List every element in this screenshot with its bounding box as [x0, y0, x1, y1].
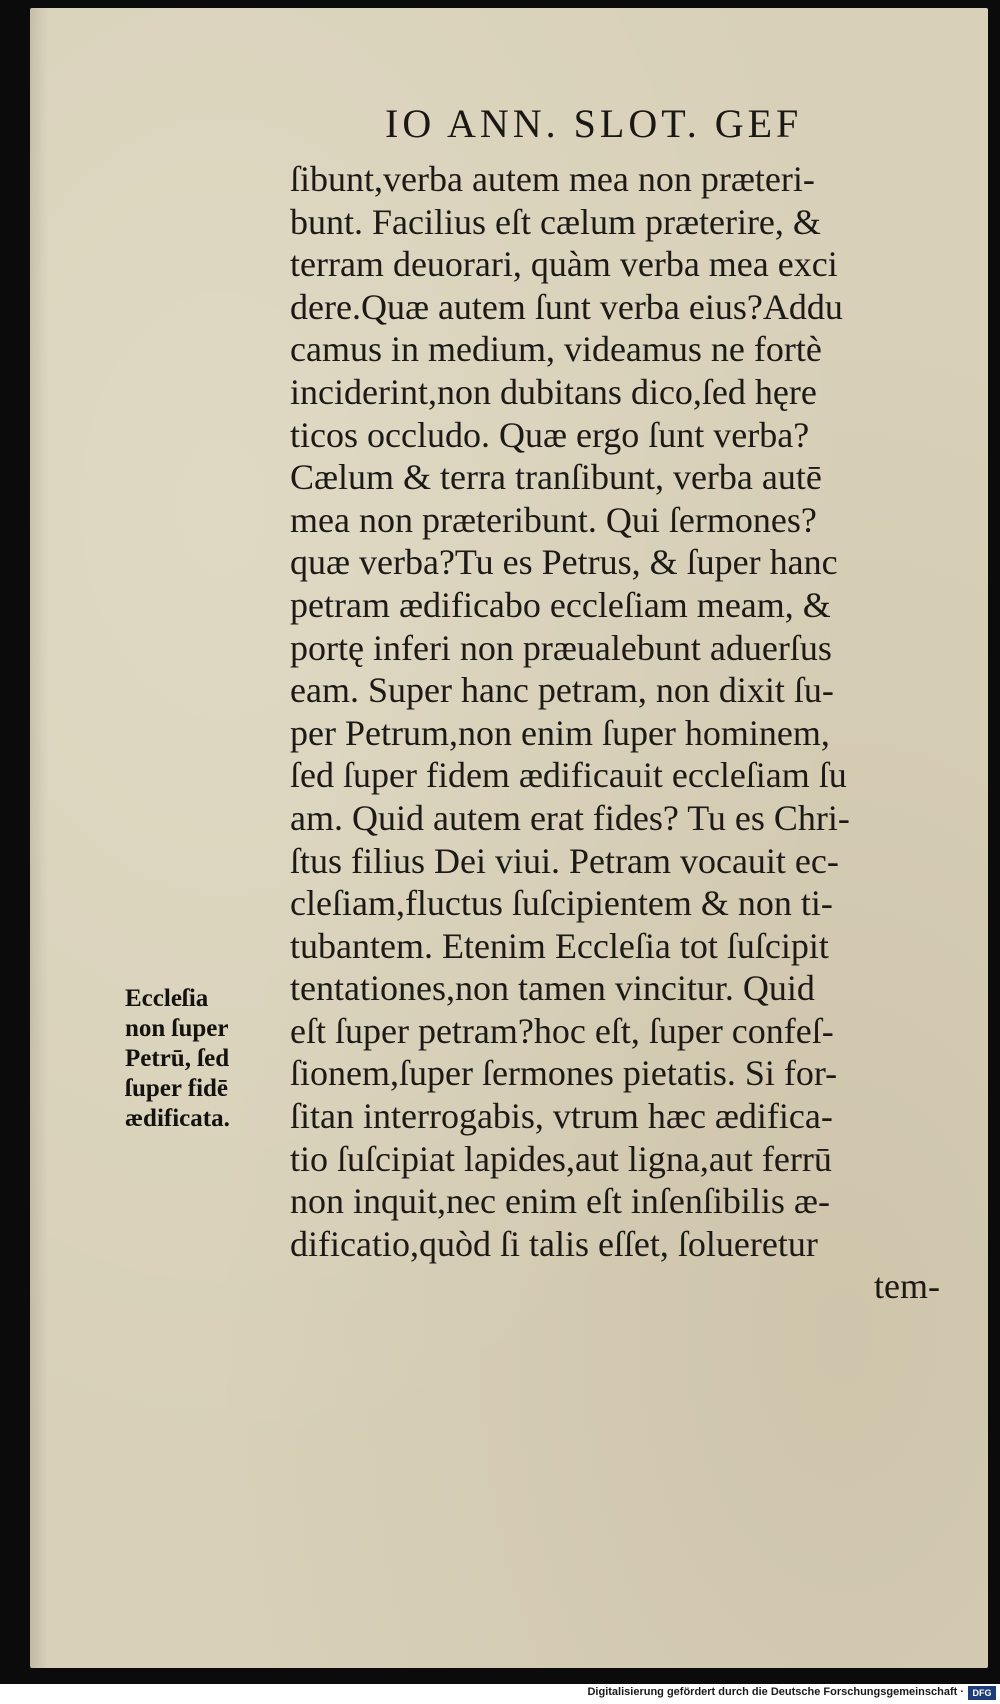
text-line: mea non præteribunt. Qui ſermones? [290, 499, 817, 540]
catchword: tem- [874, 1266, 940, 1307]
main-text-block [290, 158, 950, 1308]
marginal-note-line: non ſuper [125, 1015, 229, 1042]
text-line: Cælum & terra tranſibunt, verba autē [290, 457, 822, 498]
text-line: ſtus filius Dei viui. Petram vocauit ec- [290, 840, 839, 881]
text-line: cleſiam,fluctus ſuſcipientem & non ti- [290, 883, 833, 924]
marginal-note-line: Eccleſia [125, 985, 209, 1012]
running-header: IO ANN. SLOT. GEF [385, 101, 803, 146]
text-line: camus in medium, videamus ne fortè [290, 329, 822, 370]
text-line: bunt. Facilius eſt cælum præterire, & [290, 201, 821, 242]
text-line: petram ædificabo eccleſiam meam, & [290, 584, 831, 625]
text-line: eſt ſuper petram?hoc eſt, ſuper confeſ- [290, 1010, 834, 1051]
marginal-note-line: ædificata. [125, 1105, 230, 1132]
marginal-note-line: Petrū, ſed [125, 1045, 230, 1072]
text-line: dificatio,quòd ſi talis eſſet, ſolueretur [290, 1223, 818, 1264]
marginal-note-line: ſuper fidē [125, 1075, 229, 1102]
text-line: ſionem,ſuper ſermones pietatis. Si for- [290, 1053, 838, 1094]
text-line: ſed ſuper fidem ædificauit eccleſiam ſu [290, 755, 847, 796]
text-line: terram deuorari, quàm verba mea exci [290, 244, 838, 285]
text-line: per Petrum,non enim ſuper hominem, [290, 712, 830, 753]
marginal-note [125, 984, 285, 1134]
digitization-credit: Digitalisierung gefördert durch die Deutsche Forschungsgemeinschaft · [587, 1686, 964, 1698]
text-line: am. Quid autem erat fides? Tu es Chri- [290, 797, 850, 838]
text-line: tubantem. Etenim Eccleſia tot ſuſcipit [290, 925, 829, 966]
text-line: tentationes,non tamen vincitur. Quid [290, 968, 815, 1009]
text-line: tio ſuſcipiat lapides,aut ligna,aut ferrū [290, 1138, 832, 1179]
text-line: dere.Quæ autem ſunt verba eius?Addu [290, 286, 843, 327]
dfg-logo: DFG [968, 1686, 996, 1700]
text-line: quæ verba?Tu es Petrus, & ſuper hanc [290, 542, 838, 583]
text-line: portę inferi non præualebunt aduerſus [290, 627, 832, 668]
text-line: inciderint,non dubitans dico,ſed hęre [290, 371, 817, 412]
text-line: eam. Super hanc petram, non dixit ſu- [290, 670, 834, 711]
text-line: non inquit,nec enim eſt inſenſibilis æ- [290, 1181, 830, 1222]
text-line: ſitan interrogabis, vtrum hæc ædifica- [290, 1096, 833, 1137]
text-line: ticos occludo. Quæ ergo ſunt verba? [290, 414, 810, 455]
text-line: ſibunt,verba autem mea non præteri- [290, 159, 815, 199]
